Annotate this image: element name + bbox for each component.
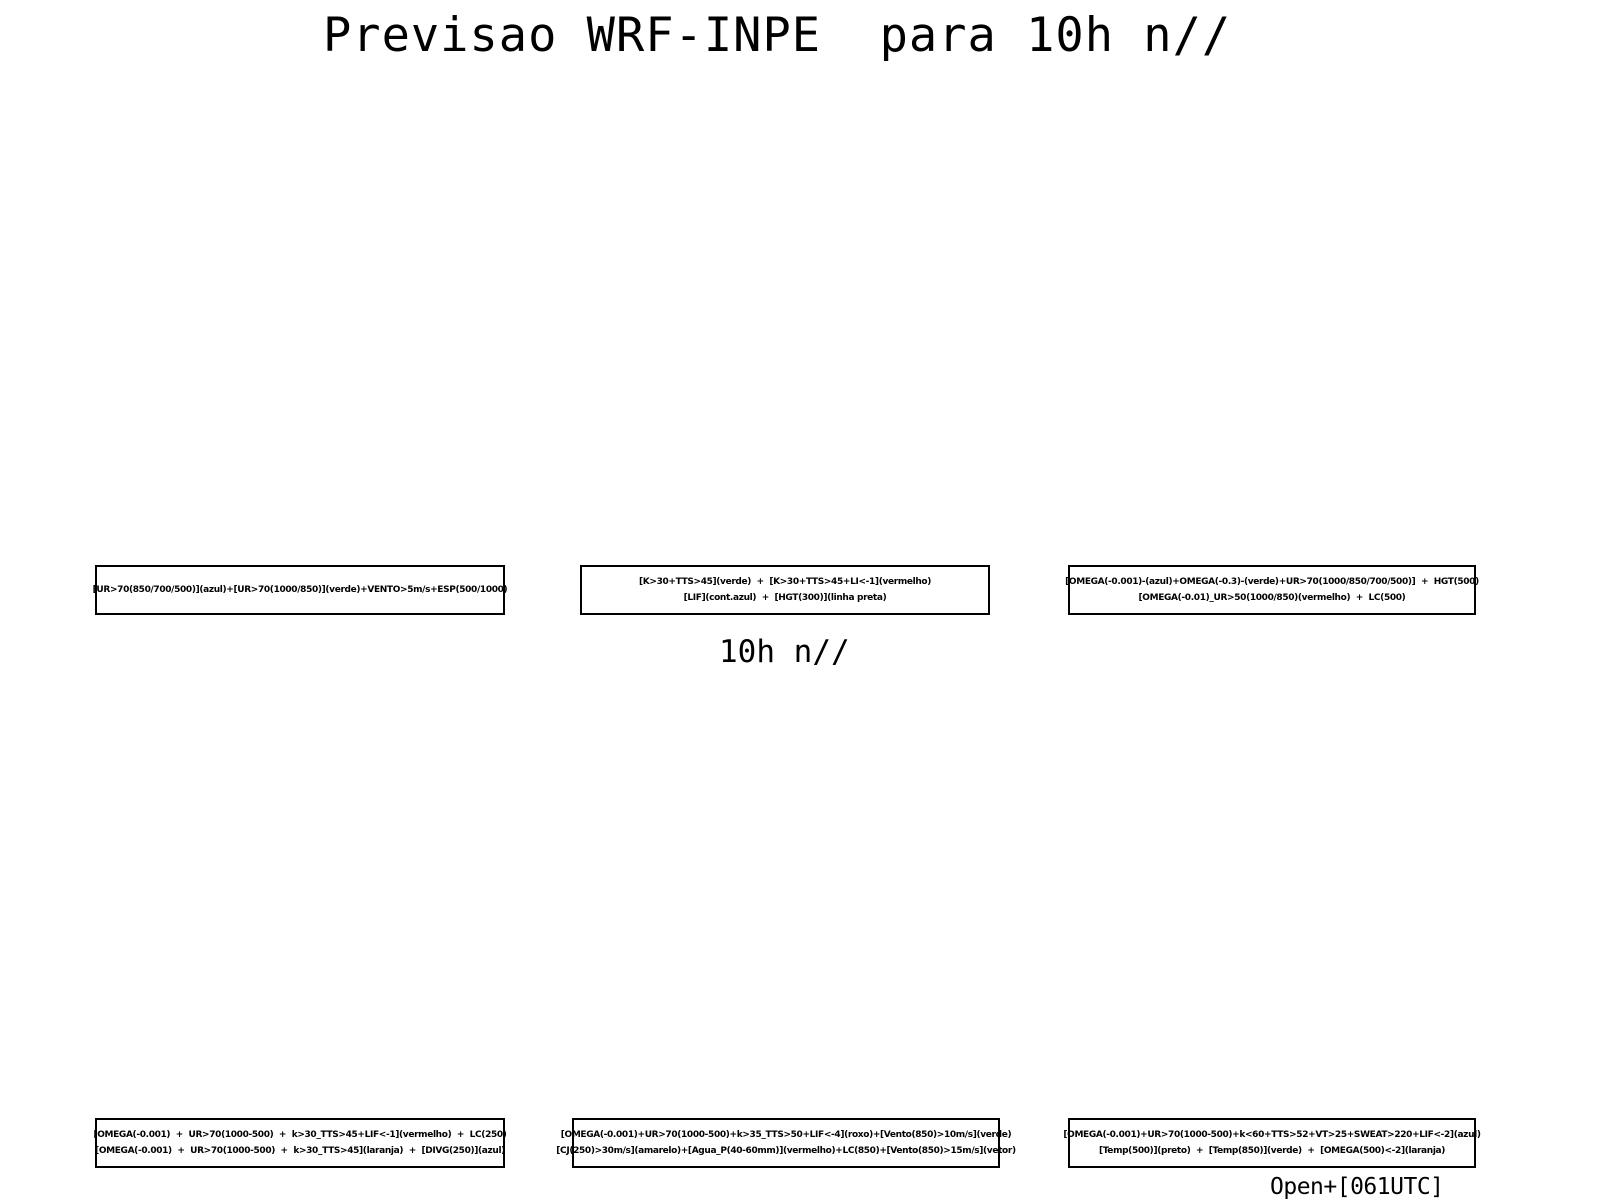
- forecast-hour-label: 10h n//: [719, 634, 850, 670]
- legend-box-bottom-left: [95, 1118, 505, 1168]
- legend-line: [UR>70(850/700/500)](azul)+[UR>70(1000/850)](verde)+VENTO>5m/s+ESP(500/1000): [92, 585, 508, 595]
- legend-line: [OMEGA(-0.001) + UR>70(1000-500) + k>30_TTS>45](laranja) + [DIVG(250)](azul): [95, 1146, 505, 1156]
- legend-line: [OMEGA(-0.001) + UR>70(1000-500) + k>30_TTS>45+LIF<-1](vermelho) + LC(250): [93, 1130, 507, 1140]
- legend-box-top-center: [580, 565, 990, 615]
- legend-line: [CJ(250)>30m/s](amarelo)+[Agua_P(40-60mm)](vermelho)+LC(850)+[Vento(850)>15m/s](vetor): [556, 1146, 1016, 1156]
- legend-line: [Temp(500)](preto) + [Temp(850)](verde) + [OMEGA(500)<-2](laranja): [1098, 1146, 1446, 1156]
- legend-line: [OMEGA(-0.01)_UR>50(1000/850)(vermelho) + LC(500): [1138, 593, 1406, 603]
- legend-box-top-left: [92, 565, 508, 615]
- legend-line: [OMEGA(-0.001)-(azul)+OMEGA(-0.3)-(verde)+UR>70(1000/850/700/500)] + HGT(500): [1065, 577, 1479, 587]
- legend-box-bottom-right: [1063, 1118, 1481, 1168]
- footer-open-utc-label: Open+[061UTC]: [1270, 1174, 1444, 1200]
- page-title: Previsao WRF-INPE para 10h n//: [323, 8, 1232, 63]
- legend-line: [OMEGA(-0.001)+UR>70(1000-500)+k>35_TTS>50+LIF<-4](roxo)+[Vento(850)>10m/s](verde): [560, 1130, 1012, 1140]
- legend-line: [OMEGA(-0.001)+UR>70(1000-500)+k<60+TTS>52+VT>25+SWEAT>220+LIF<-2](azul): [1063, 1130, 1481, 1140]
- legend-line: [K>30+TTS>45](verde) + [K>30+TTS>45+LI<-1](vermelho): [639, 577, 931, 587]
- legend-line: [LIF](cont.azul) + [HGT(300)](linha preta): [683, 593, 887, 603]
- legend-box-bottom-center: [556, 1118, 1016, 1168]
- legend-box-top-right: [1065, 565, 1479, 615]
